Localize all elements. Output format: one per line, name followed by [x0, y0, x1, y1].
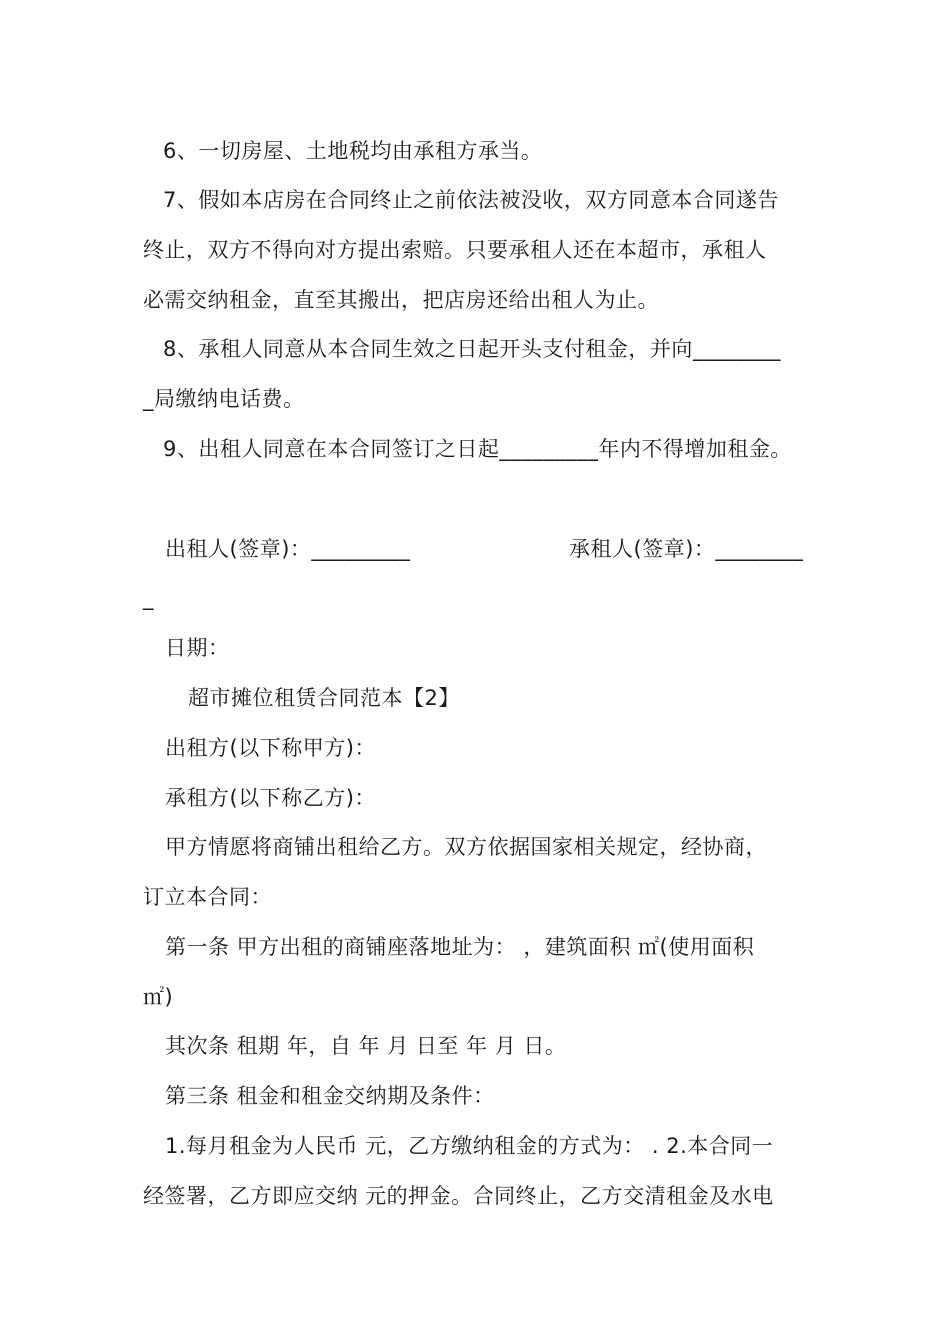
party-b: 承租方(以下称乙方)：: [165, 786, 376, 810]
clause-8-line-1: 8、承租人同意从本合同生效之日起开头支付租金，并向________: [163, 337, 781, 361]
clause-7-line-3: 必需交纳租金，直至其搬出，把店房还给出租人为止。: [143, 288, 659, 312]
clause-7-line-1: 7、假如本店房在合同终止之前依法被没收，双方同意本合同遂告: [163, 188, 779, 212]
clause-6: 6、一切房屋、土地税均由承租方承当。: [163, 139, 543, 163]
lessee-signature: 承租人(签章)：________: [569, 537, 804, 561]
signature-continuation: _: [143, 586, 154, 610]
section-title: 超市摊位租赁合同范本【2】: [188, 686, 460, 710]
article-3-item-1: 1.每月租金为人民币 元，乙方缴纳租金的方式为： . 2.本合同一: [165, 1134, 774, 1158]
clause-9: 9、出租人同意在本合同签订之日起_________年内不得增加租金。: [163, 437, 792, 461]
article-1-line-1: 第一条 甲方出租的商铺座落地址为： ，建筑面积 ㎡(使用面积: [165, 935, 755, 959]
lessor-signature: 出租人(签章)：_________: [165, 537, 411, 561]
article-3: 第三条 租金和租金交纳期及条件：: [165, 1084, 495, 1108]
article-2: 其次条 租期 年，自 年 月 日至 年 月 日。: [165, 1034, 567, 1058]
clause-8-line-2: _局缴纳电话费。: [143, 387, 305, 411]
preamble-line-2: 订立本合同：: [143, 885, 272, 909]
party-a: 出租方(以下称甲方)：: [165, 736, 376, 760]
article-3-item-2: 经签署，乙方即应交纳 元的押金。合同终止，乙方交清租金及水电: [143, 1184, 774, 1208]
clause-7-line-2: 终止，双方不得向对方提出索赔。只要承租人还在本超市，承租人: [143, 238, 767, 262]
preamble-line-1: 甲方情愿将商铺出租给乙方。双方依据国家相关规定，经协商，: [165, 835, 767, 859]
date-label: 日期：: [165, 636, 230, 660]
article-1-line-2: ㎡): [143, 985, 174, 1009]
